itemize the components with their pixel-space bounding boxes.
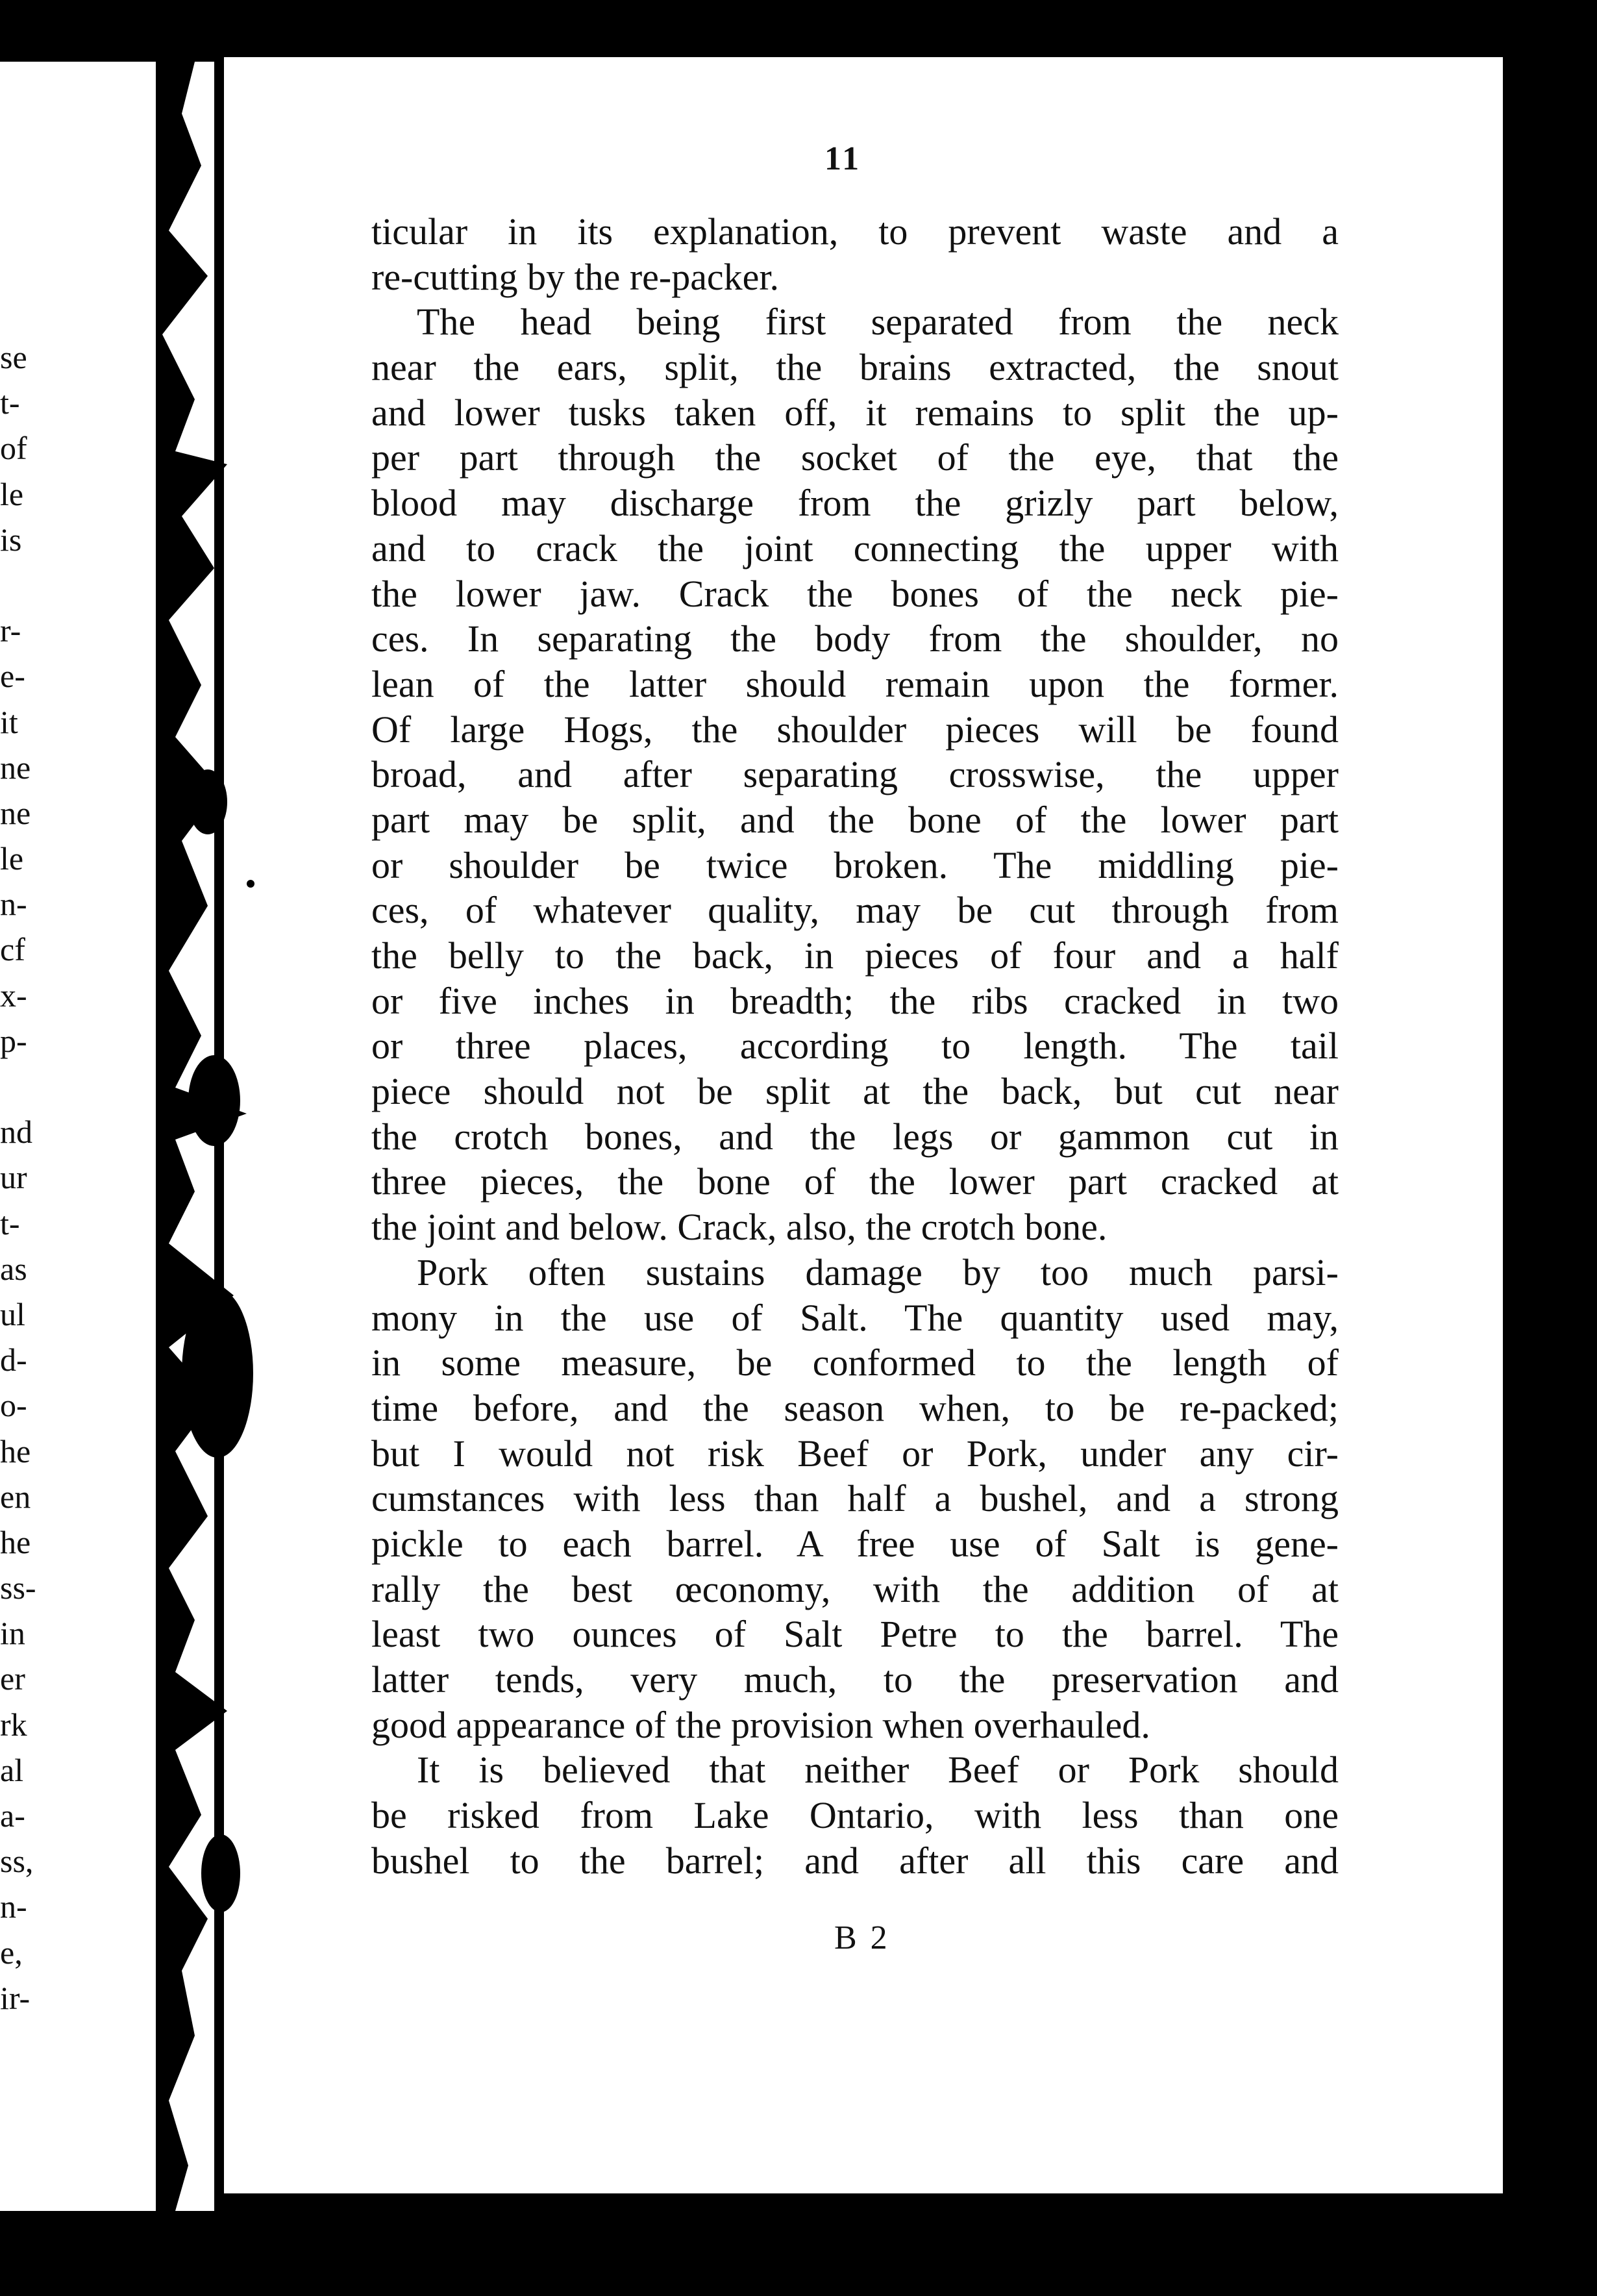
text-line: blood may discharge from the grizly part below, [371, 482, 1339, 525]
text-line: the joint and below. Crack, also, the crotch bone. [371, 1206, 1108, 1249]
text-line: ces, of whatever quality, may be cut through from [371, 889, 1339, 932]
text-line: piece should not be split at the back, but cut near [371, 1070, 1339, 1113]
facing-line [0, 1064, 78, 1109]
facing-line: e, [0, 1934, 23, 1971]
facing-line: p- [0, 1022, 27, 1059]
facing-line: in [0, 1615, 25, 1652]
facing-line: ss- [0, 1569, 36, 1606]
text-line: bushel to the barrel; and after all this care and [371, 1839, 1339, 1882]
text-line: or five inches in breadth; the ribs cracked in two [371, 979, 1339, 1022]
text-line: but I would not risk Beef or Pork, under any cir- [371, 1432, 1339, 1475]
text-line: the lower jaw. Crack the bones of the neck pie- [371, 572, 1339, 615]
text-line: in some measure, be conformed to the length of [371, 1341, 1339, 1384]
facing-line: t- [0, 384, 20, 421]
text-line: pickle to each barrel. A free use of Salt is gene- [371, 1522, 1339, 1565]
page-number: 11 [824, 140, 862, 177]
facing-line: cf [0, 931, 25, 968]
facing-line: al [0, 1751, 24, 1788]
body-text [371, 209, 1339, 1883]
ink-speck [247, 880, 254, 888]
facing-line: he [0, 1432, 31, 1469]
ink-speck [935, 5, 941, 12]
text-line: rally the best œconomy, with the addition of at [371, 1567, 1339, 1610]
text-line: The head being first separated from the neck [417, 301, 1339, 343]
facing-line: of [0, 430, 27, 467]
facing-line: n- [0, 886, 27, 923]
facing-line: ul [0, 1295, 25, 1332]
facing-line: ss, [0, 1843, 34, 1880]
text-line: It is believed that neither Beef or Pork should [417, 1749, 1339, 1791]
text-line: mony in the use of Salt. The quantity used may, [371, 1296, 1339, 1339]
facing-line: t- [0, 1204, 20, 1242]
text-line: the crotch bones, and the legs or gammon cut in [371, 1115, 1339, 1158]
text-line: time before, and the season when, to be re-packed; [371, 1386, 1339, 1429]
facing-line: o- [0, 1387, 27, 1424]
text-line: or three places, according to length. The tail [371, 1025, 1339, 1067]
signature-mark: B 2 [834, 1919, 890, 1956]
text-line: re-cutting by the re-packer. [371, 255, 780, 298]
facing-line: e- [0, 658, 25, 695]
text-line: lean of the latter should remain upon the former. [371, 662, 1339, 705]
facing-line: ir- [0, 1979, 31, 2016]
facing-line: it [0, 703, 18, 740]
torn-binding-edge [156, 62, 279, 2211]
facing-line: rk [0, 1706, 27, 1743]
text-line: good appearance of the provision when overhauled. [371, 1703, 1150, 1746]
text-line: broad, and after separating crosswise, the upper [371, 753, 1339, 796]
text-line: the belly to the back, in pieces of four and a half [371, 934, 1339, 977]
text-line: per part through the socket of the eye, that the [371, 436, 1339, 479]
text-line: latter tends, very much, to the preservation and [371, 1658, 1339, 1701]
facing-line: le [0, 475, 24, 512]
text-line: ces. In separating the body from the shoulder, no [371, 618, 1339, 660]
facing-line: ur [0, 1159, 27, 1196]
text-line: Of large Hogs, the shoulder pieces will be found [371, 708, 1339, 751]
facing-line: er [0, 1660, 25, 1697]
facing-line: a- [0, 1797, 25, 1834]
facing-line: en [0, 1478, 31, 1515]
text-line: cumstances with less than half a bushel, and a strong [371, 1477, 1339, 1520]
text-line: near the ears, split, the brains extracted, the snout [371, 346, 1339, 389]
facing-line: is [0, 521, 22, 558]
text-line: part may be split, and the bone of the lower part [371, 798, 1339, 841]
ink-speck [1230, 39, 1235, 44]
facing-line: d- [0, 1341, 27, 1379]
ink-speck [170, 727, 177, 734]
facing-line: he [0, 1523, 31, 1560]
facing-page-line-ends [0, 334, 78, 2021]
text-line: ticular in its explanation, to prevent waste and a [371, 210, 1339, 253]
text-line: or shoulder be twice broken. The middling pie- [371, 843, 1339, 886]
facing-line: le [0, 840, 24, 877]
facing-line: n- [0, 1888, 27, 1925]
facing-line [0, 562, 78, 608]
facing-line: ne [0, 794, 31, 831]
facing-line: ne [0, 749, 31, 786]
text-line: three pieces, the bone of the lower part cracked at [371, 1160, 1339, 1203]
text-line: and lower tusks taken off, it remains to split the up- [371, 391, 1339, 434]
facing-line: x- [0, 977, 27, 1014]
facing-line: se [0, 339, 27, 375]
facing-line: as [0, 1250, 27, 1287]
facing-line: nd [0, 1114, 32, 1151]
text-line: least two ounces of Salt Petre to the barrel. The [371, 1613, 1339, 1656]
text-line: and to crack the joint connecting the upper with [371, 527, 1339, 569]
facing-line: r- [0, 612, 21, 649]
text-line: be risked from Lake Ontario, with less than one [371, 1794, 1339, 1837]
text-line: Pork often sustains damage by too much parsi- [417, 1251, 1339, 1293]
